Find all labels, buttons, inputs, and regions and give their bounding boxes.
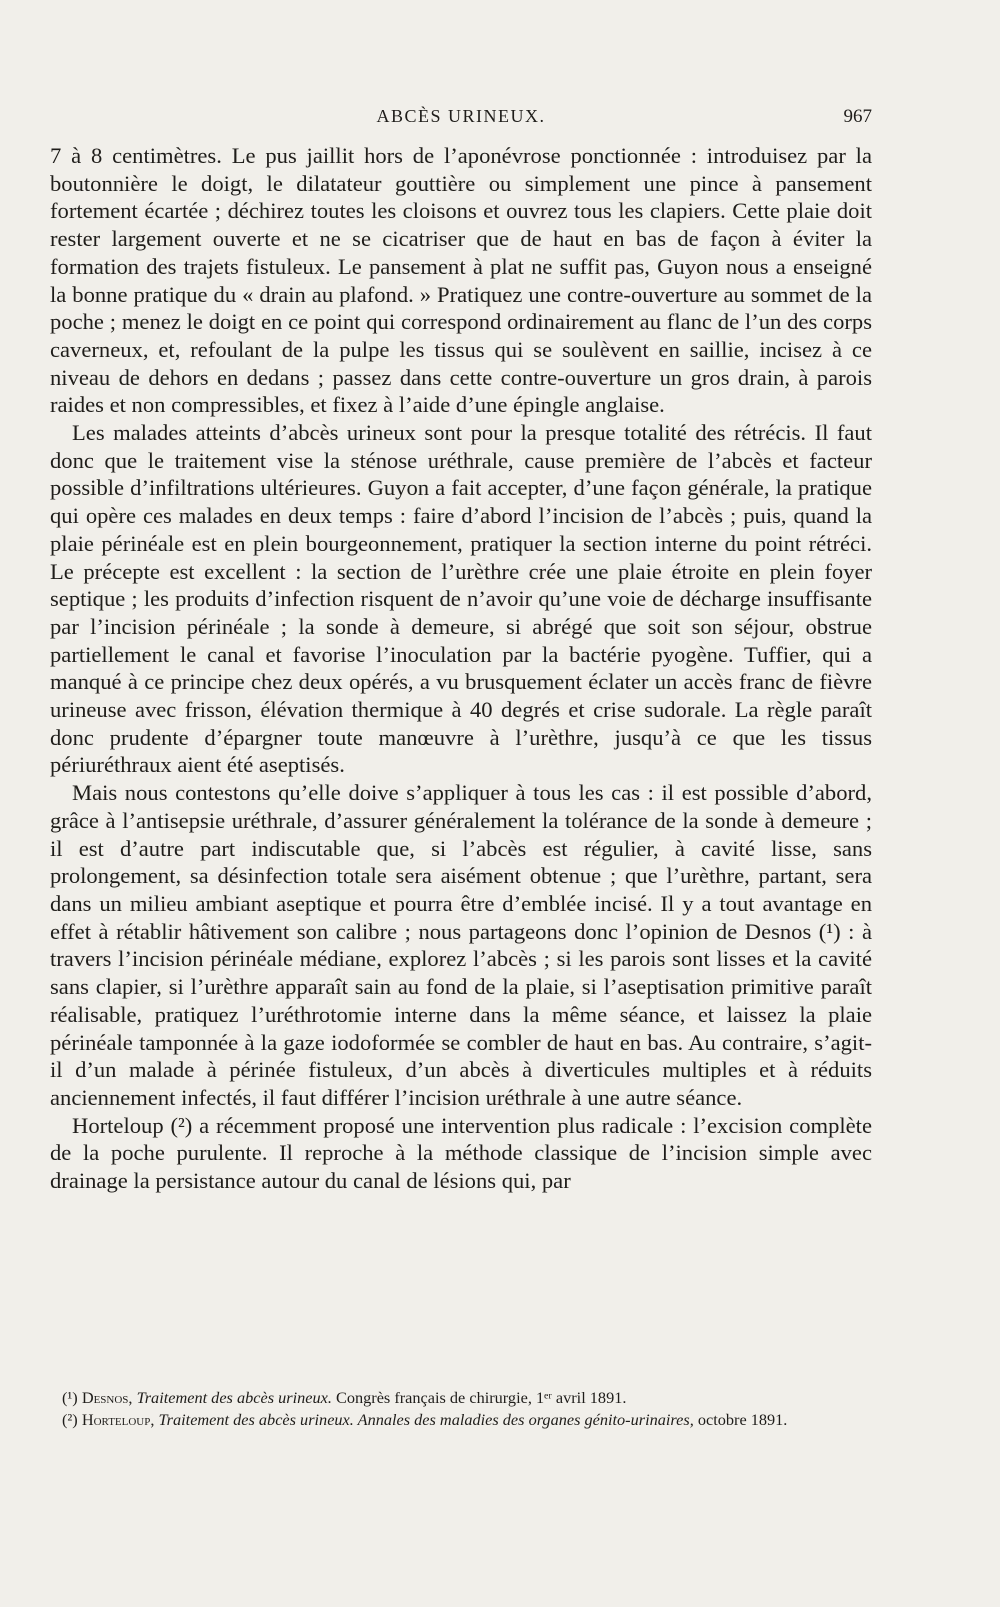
footnote-marker: (¹) (62, 1388, 78, 1407)
footnote-2 (50, 1409, 872, 1431)
paragraph-contestation: Mais nous contestons qu’elle doive s’appliquer à tous les cas : il est possible d’abord, grâce à l’antisepsie uréthrale, d’assurer généralement la tolérance de la sonde à demeure ; il est d’autre part indiscutable que, si l’abcès est régulier, à cavité lisse, sans prolongement, sa désinfection totale sera aisément obtenue ; que l’urèthre, partant, sera dans un milieu ambiant aseptique et pourra être d’emblée incisé. Il y a tout avantage en effet à rétablir hâtivement son calibre ; nous partageons donc l’opinion de Desnos (¹) : à travers l’incision périnéale médiane, explorez l’abcès ; si les parois sont lisses et la cavité sans clapier, si l’urèthre apparaît sain au fond de la plaie, si l’aseptisation primitive paraît réalisable, pratiquez l’uréthrotomie interne dans la même séance, et laissez la plaie périnéale tamponnée à la gaze iodoformée se combler de haut en bas. Au contraire, s’agit-il d’un malade à périnée fistuleux, d’un abcès à diverticules multiples et à réduits anciennement infectés, il faut différer l’incision uréthrale à une autre séance. (50, 780, 872, 1110)
footnote-1 (50, 1387, 872, 1409)
footnote-source: octobre 1891. (697, 1410, 788, 1429)
paragraph-continuation: 7 à 8 centimètres. Le pus jaillit hors de l’aponévrose ponctionnée : introduisez par la boutonnière le doigt, le dilatateur gouttière ou simplement une pince à pansement fortement écartée ; déchirez toutes les cloisons et ouvrez tous les clapiers. Cette plaie doit rester largement ouverte et ne se cicatriser que de haut en bas de façon à éviter la formation des trajets fistuleux. Le pansement à plat ne suffit pas, Guyon nous a enseigné la bonne pratique du « drain au plafond. » Pratiquez une contre-ouverture au sommet de la poche ; menez le doigt en ce point qui correspond ordinairement au flanc de l’un des corps caverneux, et, refoulant de la pulpe les tissus qui se soulèvent en saillie, incisez à ce niveau de dehors en dedans ; passez dans cette contre-ouverture un gros drain, à parois raides et non compressibles, et fixez à l’aide d’une épingle anglaise. (50, 143, 872, 418)
footnote-title: Traitement des abcès urineux. Annales des maladies des organes génito-urinaires, (158, 1410, 694, 1429)
paragraph-treatment: Les malades atteints d’abcès urineux sont pour la presque totalité des rétrécis. Il faut donc que le traitement vise la sténose uréthrale, cause première de l’abcès et facteur possible d’infiltrations ultérieures. Guyon a fait accepter, d’une façon générale, la pratique qui opère ces malades en deux temps : faire d’abord l’incision de l’abcès ; puis, quand la plaie périnéale est en plein bourgeonnement, pratiquer la section interne du point rétréci. Le précepte est excellent : la section de l’urèthre crée une plaie étroite en plein foyer septique ; les produits d’infection risquent de n’avoir qu’une voie de décharge insuffisante par l’incision périnéale ; la sonde à demeure, si abrégé que soit son séjour, obstrue partiellement le canal et favorise l’inoculation par la bactérie pyogène. Tuffier, qui a manqué à ce principe chez deux opérés, a vu brusquement éclater un accès franc de fièvre urineuse avec frisson, élévation thermique à 40 degrés et crise sudorale. La règle paraît donc prudente d’épargner toute manœuvre à l’urèthre, jusqu’à ce que les tissus périuréthraux aient été aseptisés. (50, 420, 872, 778)
footnotes (50, 1387, 872, 1431)
footnote-author: Desnos, (81, 1388, 133, 1407)
footnote-author: Horteloup, (81, 1410, 155, 1429)
footnote-title: Traitement des abcès urineux. (136, 1388, 332, 1407)
running-head: ABCÈS URINEUX. (376, 106, 546, 126)
footnote-source: Congrès français de chirurgie, 1ᵉʳ avril 1891. (335, 1388, 627, 1407)
paragraph-horteloup: Horteloup (²) a récemment proposé une intervention plus radicale : l’excision complète de la poche purulente. Il reproche à la méthode classique de l’incision simple avec drainage la persistance autour du canal de lésions qui, par (50, 1112, 872, 1194)
body-text (50, 142, 872, 1195)
page-header (50, 106, 872, 132)
page-number: 967 (843, 106, 872, 127)
footnote-marker: (²) (62, 1410, 78, 1429)
